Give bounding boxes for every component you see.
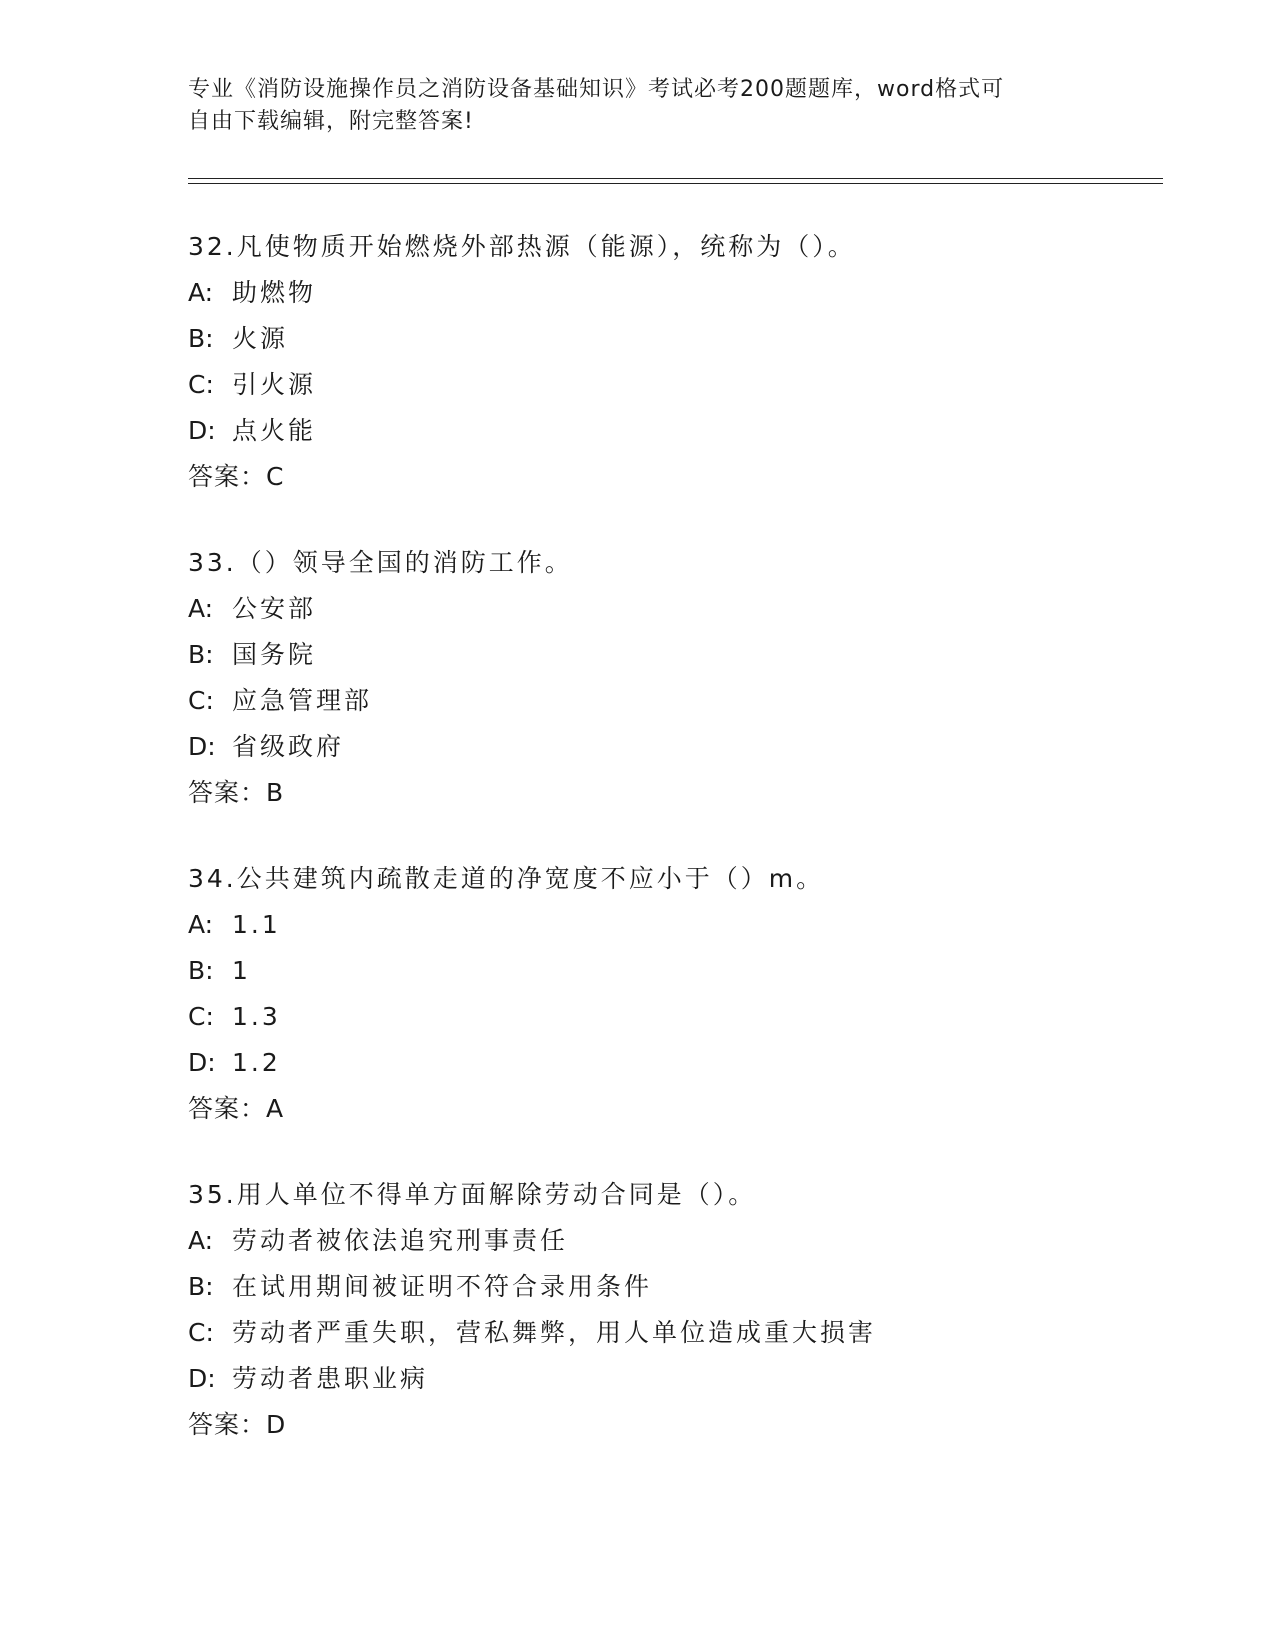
option-letter: A:	[188, 278, 214, 307]
option-c	[188, 1318, 1168, 1364]
option-d	[188, 732, 1168, 778]
option-letter: B:	[188, 1272, 214, 1301]
option-b	[188, 640, 1168, 686]
option-text: 1.1	[232, 910, 281, 939]
option-c	[188, 1002, 1168, 1048]
answer-line: 答案：D	[188, 1410, 287, 1439]
option-text: 省级政府	[232, 732, 345, 761]
option-letter: A:	[188, 594, 214, 623]
header-divider-top	[188, 178, 1163, 179]
option-letter: D:	[188, 1364, 216, 1393]
option-letter: C:	[188, 1318, 214, 1347]
option-letter: C:	[188, 686, 214, 715]
question-block	[188, 548, 1168, 824]
option-b	[188, 1272, 1168, 1318]
option-text: 在试用期间被证明不符合录用条件	[232, 1272, 653, 1301]
question-block	[188, 232, 1168, 508]
option-letter: D:	[188, 416, 216, 445]
option-letter: B:	[188, 640, 214, 669]
option-b	[188, 324, 1168, 370]
question-stem: 35.用人单位不得单方面解除劳动合同是（）。	[188, 1180, 757, 1209]
option-letter: A:	[188, 910, 214, 939]
option-text: 1.2	[232, 1048, 281, 1077]
header-line-1: 专业《消防设施操作员之消防设备基础知识》考试必考200题题库，word格式可	[188, 77, 1005, 102]
option-text: 火源	[232, 324, 289, 353]
question-stem: 34.公共建筑内疏散走道的净宽度不应小于（）m。	[188, 864, 825, 893]
option-text: 劳动者被依法追究刑事责任	[232, 1226, 569, 1255]
option-text: 公安部	[232, 594, 317, 623]
option-d	[188, 1048, 1168, 1094]
option-text: 国务院	[232, 640, 317, 669]
option-text: 应急管理部	[232, 686, 373, 715]
header-line-2: 自由下载编辑，附完整答案!	[188, 109, 474, 134]
option-a	[188, 278, 1168, 324]
option-c	[188, 370, 1168, 416]
answer-line: 答案：A	[188, 1094, 285, 1123]
question-stem: 33.（）领导全国的消防工作。	[188, 548, 573, 577]
option-text: 点火能	[232, 416, 317, 445]
question-block	[188, 1180, 1168, 1456]
option-a	[188, 910, 1168, 956]
option-text: 1.3	[232, 1002, 281, 1031]
option-letter: D:	[188, 732, 216, 761]
option-text: 助燃物	[232, 278, 317, 307]
option-letter: D:	[188, 1048, 216, 1077]
option-c	[188, 686, 1168, 732]
option-text: 劳动者严重失职，营私舞弊，用人单位造成重大损害	[232, 1318, 877, 1347]
option-d	[188, 416, 1168, 462]
question-block	[188, 864, 1168, 1140]
option-d	[188, 1364, 1168, 1410]
document-header	[188, 74, 1088, 138]
question-stem: 32.凡使物质开始燃烧外部热源（能源），统称为（）。	[188, 232, 856, 261]
option-text: 1	[232, 956, 251, 985]
answer-line: 答案：C	[188, 462, 285, 491]
header-divider-bottom	[188, 183, 1163, 184]
answer-line: 答案：B	[188, 778, 285, 807]
option-a	[188, 1226, 1168, 1272]
option-b	[188, 956, 1168, 1002]
option-letter: C:	[188, 1002, 214, 1031]
option-text: 引火源	[232, 370, 317, 399]
option-letter: C:	[188, 370, 214, 399]
option-text: 劳动者患职业病	[232, 1364, 429, 1393]
option-letter: B:	[188, 324, 214, 353]
option-letter: B:	[188, 956, 214, 985]
option-a	[188, 594, 1168, 640]
option-letter: A:	[188, 1226, 214, 1255]
